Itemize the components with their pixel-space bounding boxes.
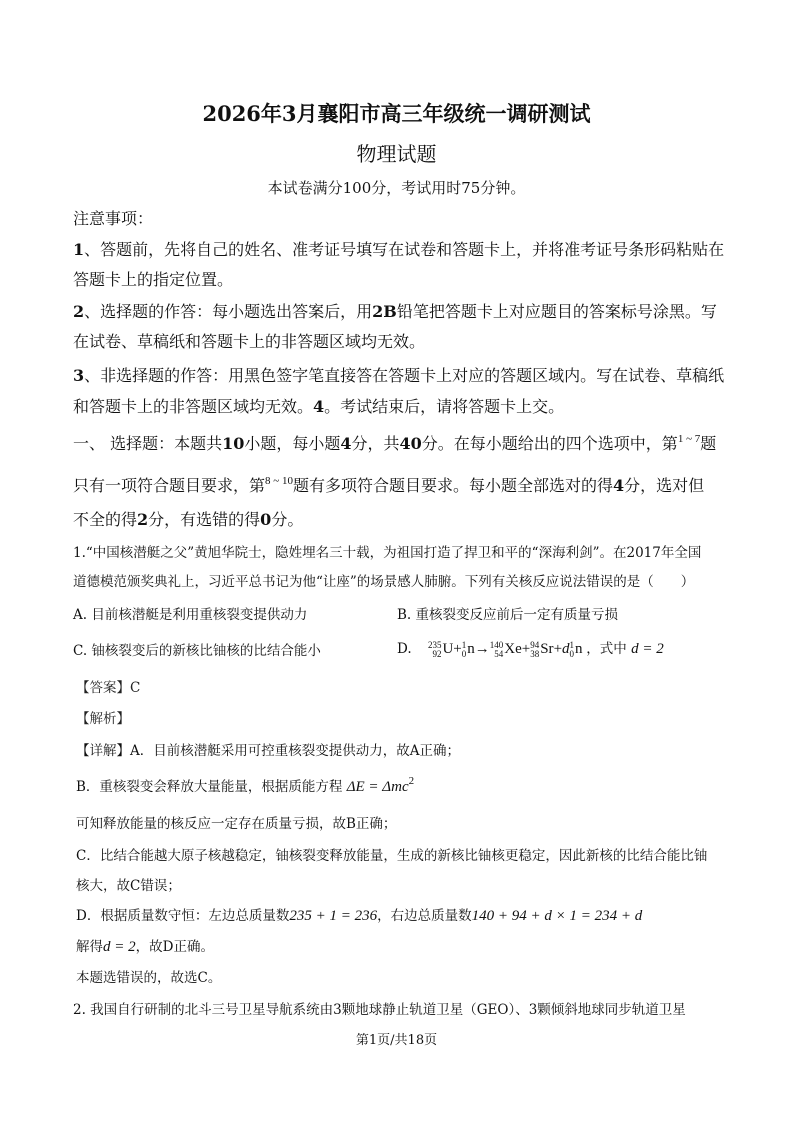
- q1-detail-d2: 解得d = 2，故D正确。: [76, 939, 214, 955]
- q1-detail-c1: C．比结合能越大原子核越稳定，铀核裂变释放能量，生成的新核比铀核更稳定，因此新核的比结合能比铀: [76, 848, 708, 864]
- q1-stem-line1: 1.“中国核潜艇之父”黄旭华院士，隐姓埋名三十载，为祖国打造了捍卫和平的“深海利剑”。在2017年全国: [73, 545, 702, 561]
- notice-item-1-line2: 答题卡上的指定位置。: [73, 270, 234, 289]
- page-footer: 第1页/共18页: [355, 1033, 438, 1048]
- section1-line1: 一、 选择题：本题共10小题，每小题4分，共40分。在每小题给出的四个选项中，第$^{1 \sim 7}$题: [73, 433, 717, 453]
- section1-line3: 不全的得2分，有选错的得0分。: [73, 510, 304, 529]
- section1-line2: 只有一项符合题目要求，第$^{8 \sim 10}$题有多项符合题目要求。每小题全部选对的得4分，选对但: [73, 475, 705, 495]
- q1-analysis-tag: 【解析】: [76, 711, 130, 727]
- nuclear-equation: 235 92 U+ 1 0 n→ 140 54 Xe+ 94 38 Sr+d 1 0 n: [427, 639, 583, 659]
- q1-detail-b1: B．重核裂变会释放大量能量，根据质能方程 ΔE = Δmc$^2$: [76, 775, 415, 795]
- q1-detail-a: 【详解】A．目前核潜艇采用可控重核裂变提供动力，故A正确；: [76, 743, 460, 759]
- q2-stem-line1: 2. 我国自行研制的北斗三号卫星导航系统由3颗地球静止轨道卫星（GEO）、3颗倾斜地球同步轨道卫星: [73, 1002, 686, 1018]
- notice-item-3-line1: 3、非选择题的作答：用黑色签字笔直接答在答题卡上对应的答题区域内。写在试卷、草稿纸: [73, 366, 725, 385]
- q1-detail-b2: 可知释放能量的核反应一定存在质量亏损，故B正确；: [76, 816, 397, 832]
- subject-title: 物理试题: [356, 142, 437, 166]
- q1-option-b: B. 重核裂变反应前后一定有质量亏损: [397, 607, 619, 623]
- q1-option-c: C. 铀核裂变后的新核比铀核的比结合能小: [73, 643, 321, 659]
- range-8-10: 8 ~ 10: [265, 475, 293, 487]
- q1-stem-line2: 道德模范颁奖典礼上，习近平总书记为他“让座”的场景感人肺腑。下列有关核反应说法错误的是（ ）: [73, 574, 695, 590]
- notice-heading: 注意事项：: [73, 209, 154, 228]
- range-1-7: 1 ~ 7: [677, 433, 701, 445]
- exam-info: 本试卷满分100分，考试用时75分钟。: [267, 179, 526, 197]
- q1-detail-c2: 核大，故C错误；: [76, 878, 181, 894]
- q1-conclusion: 本题选错误的，故选C。: [76, 970, 222, 986]
- notice-item-2-line1: 2、选择题的作答：每小题选出答案后，用2B铅笔把答题卡上对应题目的答案标号涂黑。写: [73, 302, 717, 321]
- notice-item-3-line2: 和答题卡上的非答题区域均无效。4。考试结束后，请将答题卡上交。: [73, 397, 565, 416]
- q1-detail-d1: D．根据质量数守恒：左边总质量数235 + 1 = 236，右边总质量数140 + 94 + d × 1 = 234 + d: [76, 908, 643, 924]
- exam-title: 2026年3月襄阳市高三年级统一调研测试: [202, 101, 591, 126]
- q1-option-a: A. 目前核潜艇是利用重核裂变提供动力: [73, 607, 308, 623]
- q1-option-d: D. 235 92 U+ 1 0 n→ 140 54 Xe+ 94 38 Sr+d 1 0 n ，式中 d = 2: [397, 639, 664, 659]
- notice-item-1-line1: 1、答题前，先将自己的姓名、准考证号填写在试卷和答题卡上，并将准考证号条形码粘贴在: [73, 240, 725, 259]
- q1-answer: 【答案】C: [76, 680, 141, 696]
- notice-item-2-line2: 在试卷、草稿纸和答题卡上的非答题区域均无效。: [73, 332, 426, 351]
